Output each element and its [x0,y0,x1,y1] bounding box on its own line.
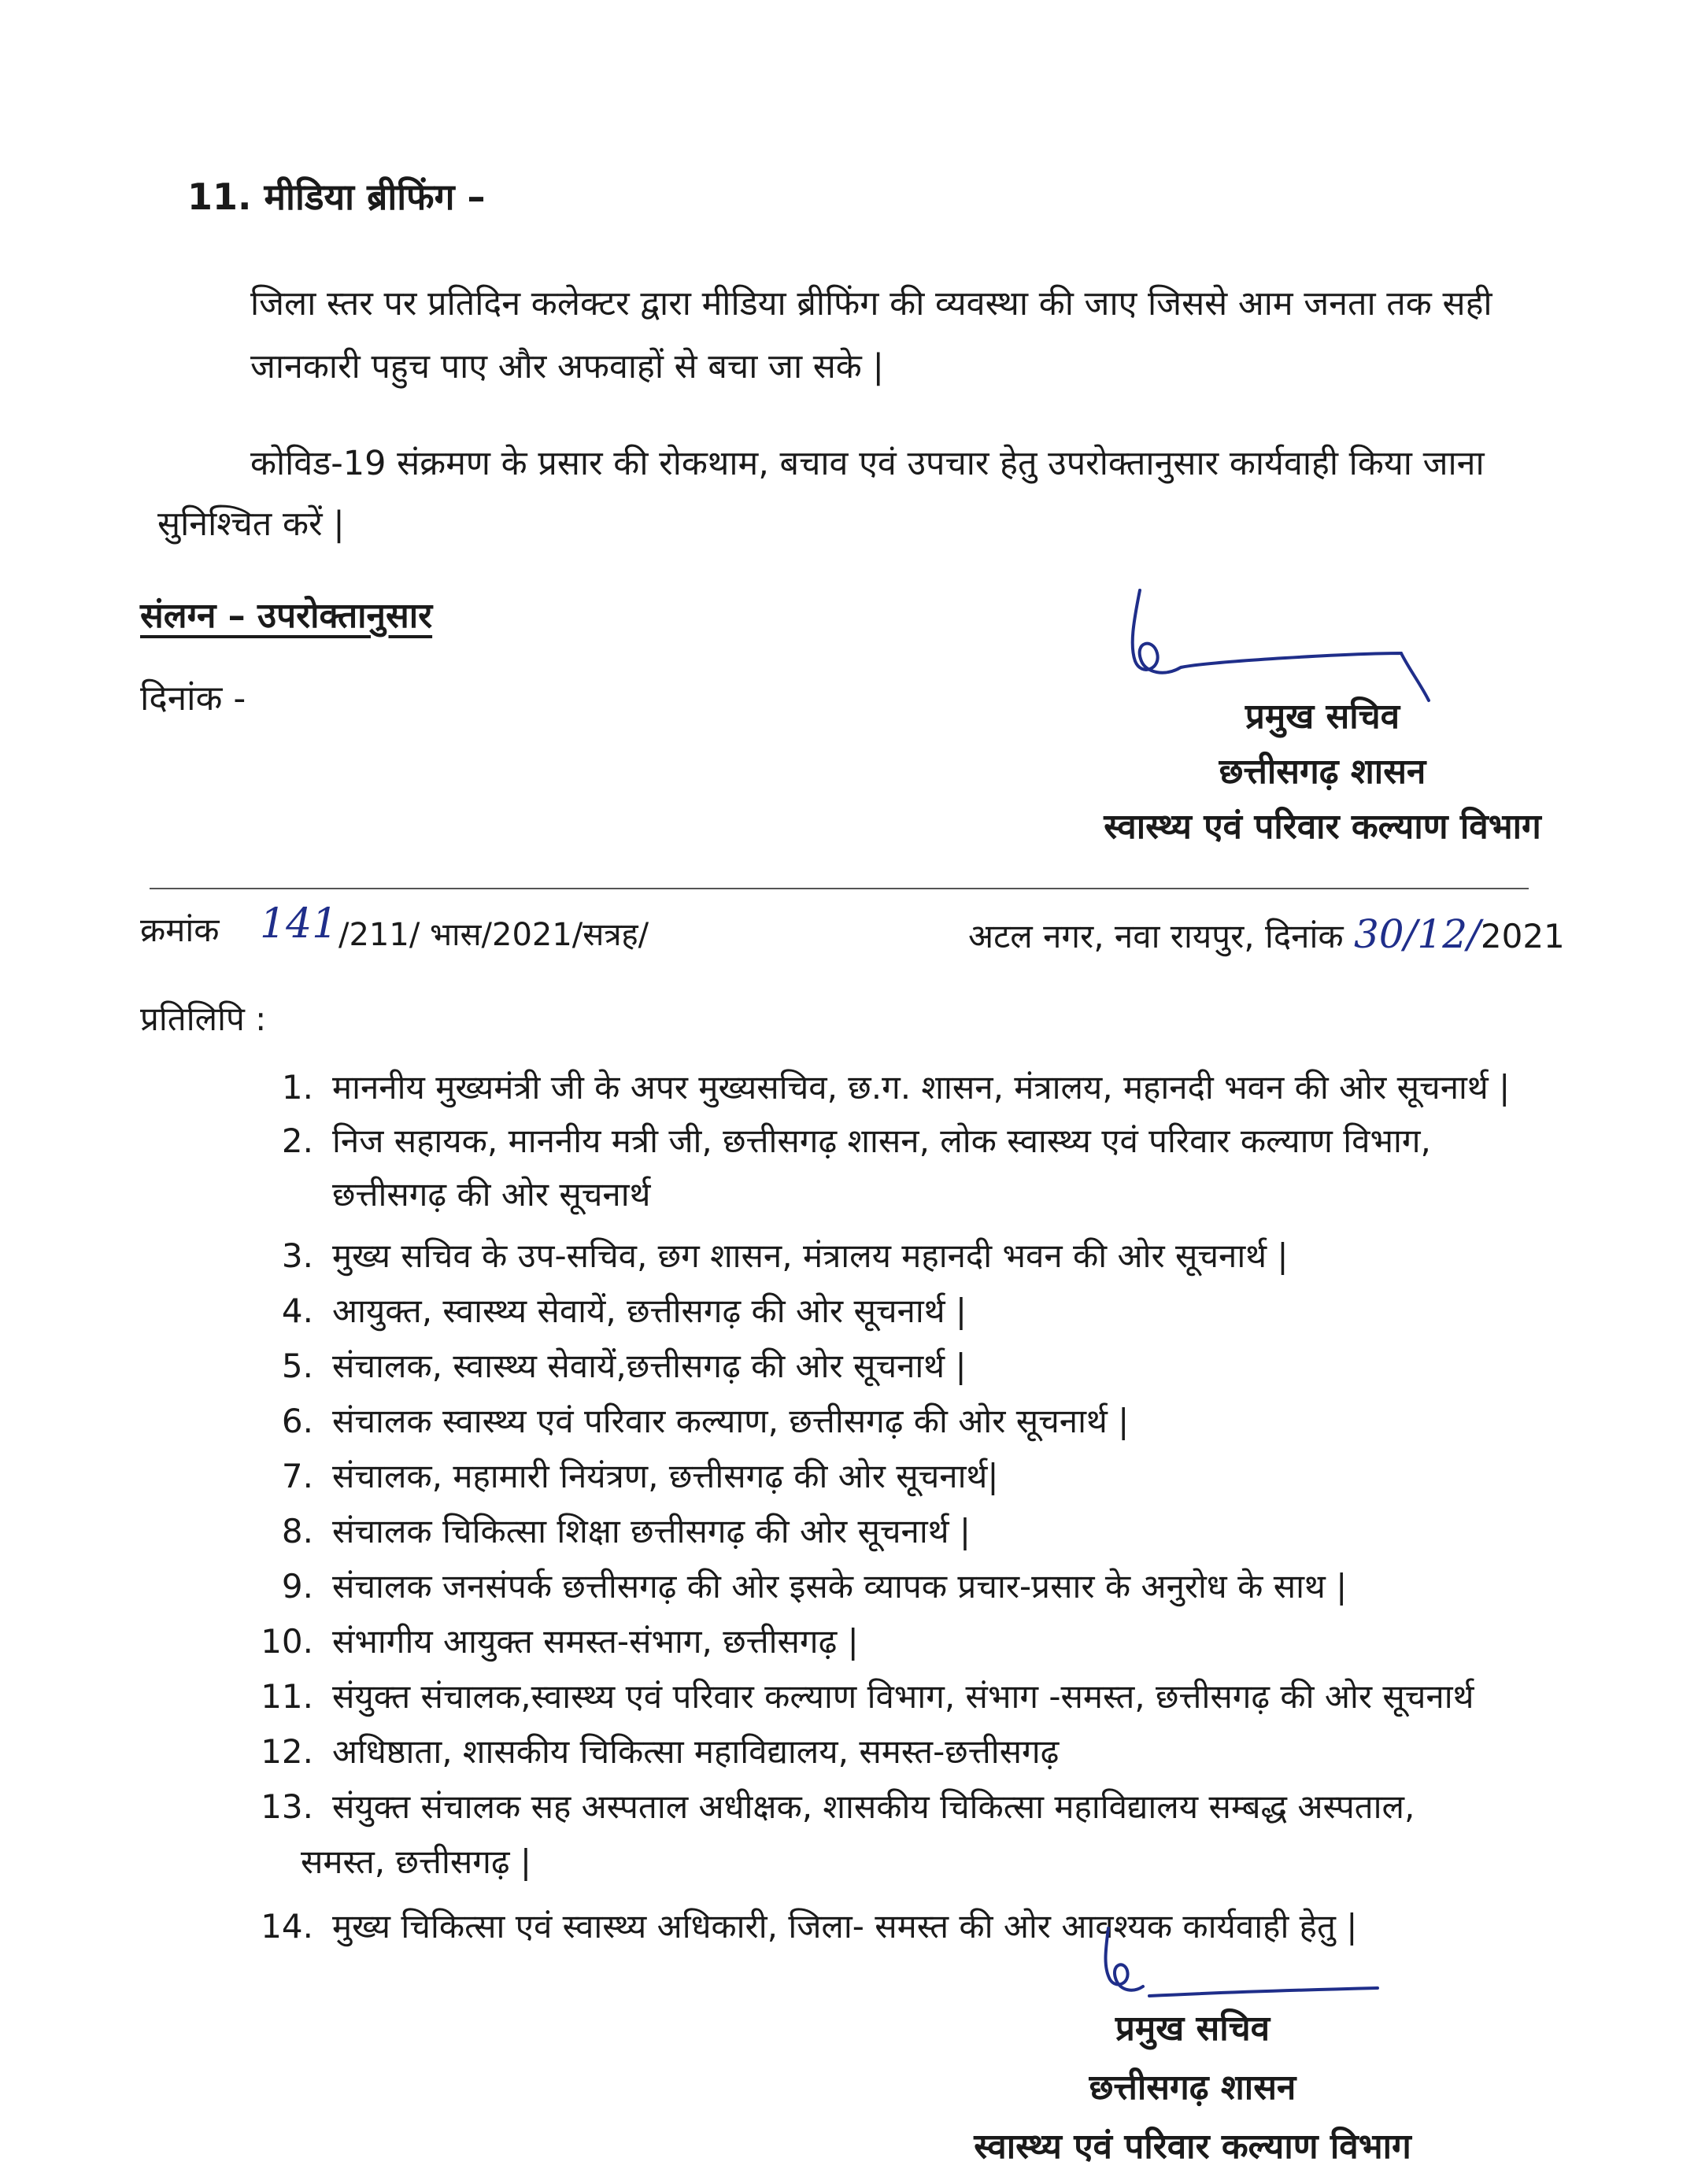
list-item: 11. संयुक्त संचालक,स्वास्थ्य एवं परिवार कल्याण विभाग, संभाग -समस्त, छत्तीसगढ़ की ओर सूचनार्थ [261,1677,1474,1716]
list-item: 3. मुख्य सचिव के उप-सचिव, छग शासन, मंत्रालय महानदी भवन की ओर सूचनार्थ | [281,1236,1289,1275]
list-item: 4. आयुक्त, स्वास्थ्य सेवायें, छत्तीसगढ़ की ओर सूचनार्थ | [281,1292,967,1330]
date-label: दिनांक - [140,678,246,719]
list-item-continuation: छत्तीसगढ़ की ओर सूचनार्थ [332,1175,651,1214]
signature-1-gov: छत्तीसगढ़ शासन [1219,752,1426,792]
signature-2-dept: स्वास्थ्य एवं परिवार कल्याण विभाग [974,2127,1411,2167]
ref-handwritten-date: 30/12/ [1353,911,1481,957]
list-item: 7. संचालक, महामारी नियंत्रण, छत्तीसगढ़ की ओर सूचनार्थ| [281,1457,999,1495]
ref-year: 2021 [1480,917,1565,955]
ref-number-rest: /211/ भास/2021/सत्रह/ [338,917,649,953]
list-item: 10. संभागीय आयुक्त समस्त-संभाग, छत्तीसगढ़ | [261,1622,859,1661]
list-item: 13. संयुक्त संचालक सह अस्पताल अधीक्षक, शासकीय चिकित्सा महाविद्यालय सम्बद्ध अस्पताल, [261,1787,1415,1826]
section-number: 11. [187,176,252,218]
list-item: 8. संचालक चिकित्सा शिक्षा छत्तीसगढ़ की ओर सूचनार्थ | [281,1512,971,1550]
section-heading [187,172,486,220]
ref-place-date [968,911,1565,958]
ref-place-label: अटल नगर, नवा रायपुर, दिनांक [968,917,1344,955]
list-item: 5. संचालक, स्वास्थ्य सेवायें,छत्तीसगढ़ की ओर सूचनार्थ | [281,1347,967,1385]
ref-handwritten-number: 141 [260,900,338,948]
list-item: 1. माननीय मुख्यमंत्री जी के अपर मुख्यसचिव, छ.ग. शासन, मंत्रालय, महानदी भवन की ओर सूचनार्थ | [281,1068,1511,1107]
list-item-continuation: समस्त, छत्तीसगढ़ | [301,1842,532,1881]
section-title: मीडिया ब्रीफिंग – [264,176,486,218]
signature-1-icon [1118,575,1448,708]
enclosure-note: संलग्न – उपरोक्तानुसार [140,596,433,636]
list-item: 14. मुख्य चिकित्सा एवं स्वास्थ्य अधिकारी, जिला- समस्त की ओर आवश्यक कार्यवाही हेतु | [261,1907,1358,1946]
signature-2-icon [1094,1920,1409,2007]
signature-1-title: प्रमुख सचिव [1245,697,1400,737]
para1-line2: जानकारी पहुच पाए और अफवाहों से बचा जा सके | [250,347,884,386]
copy-label: प्रतिलिपि : [140,1000,267,1038]
signature-1-dept: स्वास्थ्य एवं परिवार कल्याण विभाग [1104,807,1541,847]
list-item: 2. निज सहायक, माननीय मत्री जी, छत्तीसगढ़ शासन, लोक स्वास्थ्य एवं परिवार कल्याण विभाग, [281,1122,1431,1160]
para1-line1: जिला स्तर पर प्रतिदिन कलेक्टर द्वारा मीडिया ब्रीफिंग की व्यवस्था की जाए जिससे आम जनता तक सही [250,284,1492,323]
divider [150,888,1529,889]
list-item: 12. अधिष्ठाता, शासकीय चिकित्सा महाविद्यालय, समस्त-छत्तीसगढ़ [261,1732,1060,1771]
list-item: 9. संचालक जनसंपर्क छत्तीसगढ़ की ओर इसके व्यापक प्रचार-प्रसार के अनुरोध के साथ | [281,1567,1348,1606]
signature-2-gov: छत्तीसगढ़ शासन [1089,2068,1296,2108]
para2-line1: कोविड-19 संक्रमण के प्रसार की रोकथाम, बचाव एवं उपचार हेतु उपरोक्तानुसार कार्यवाही किया जाना [250,444,1485,483]
ref-label: क्रमांक [140,911,220,949]
signature-2-title: प्रमुख सचिव [1115,2008,1270,2049]
list-item: 6. संचालक स्वास्थ्य एवं परिवार कल्याण, छत्तीसगढ़ की ओर सूचनार्थ | [281,1402,1130,1440]
para2-line2: सुनिश्चित करें | [157,504,345,544]
